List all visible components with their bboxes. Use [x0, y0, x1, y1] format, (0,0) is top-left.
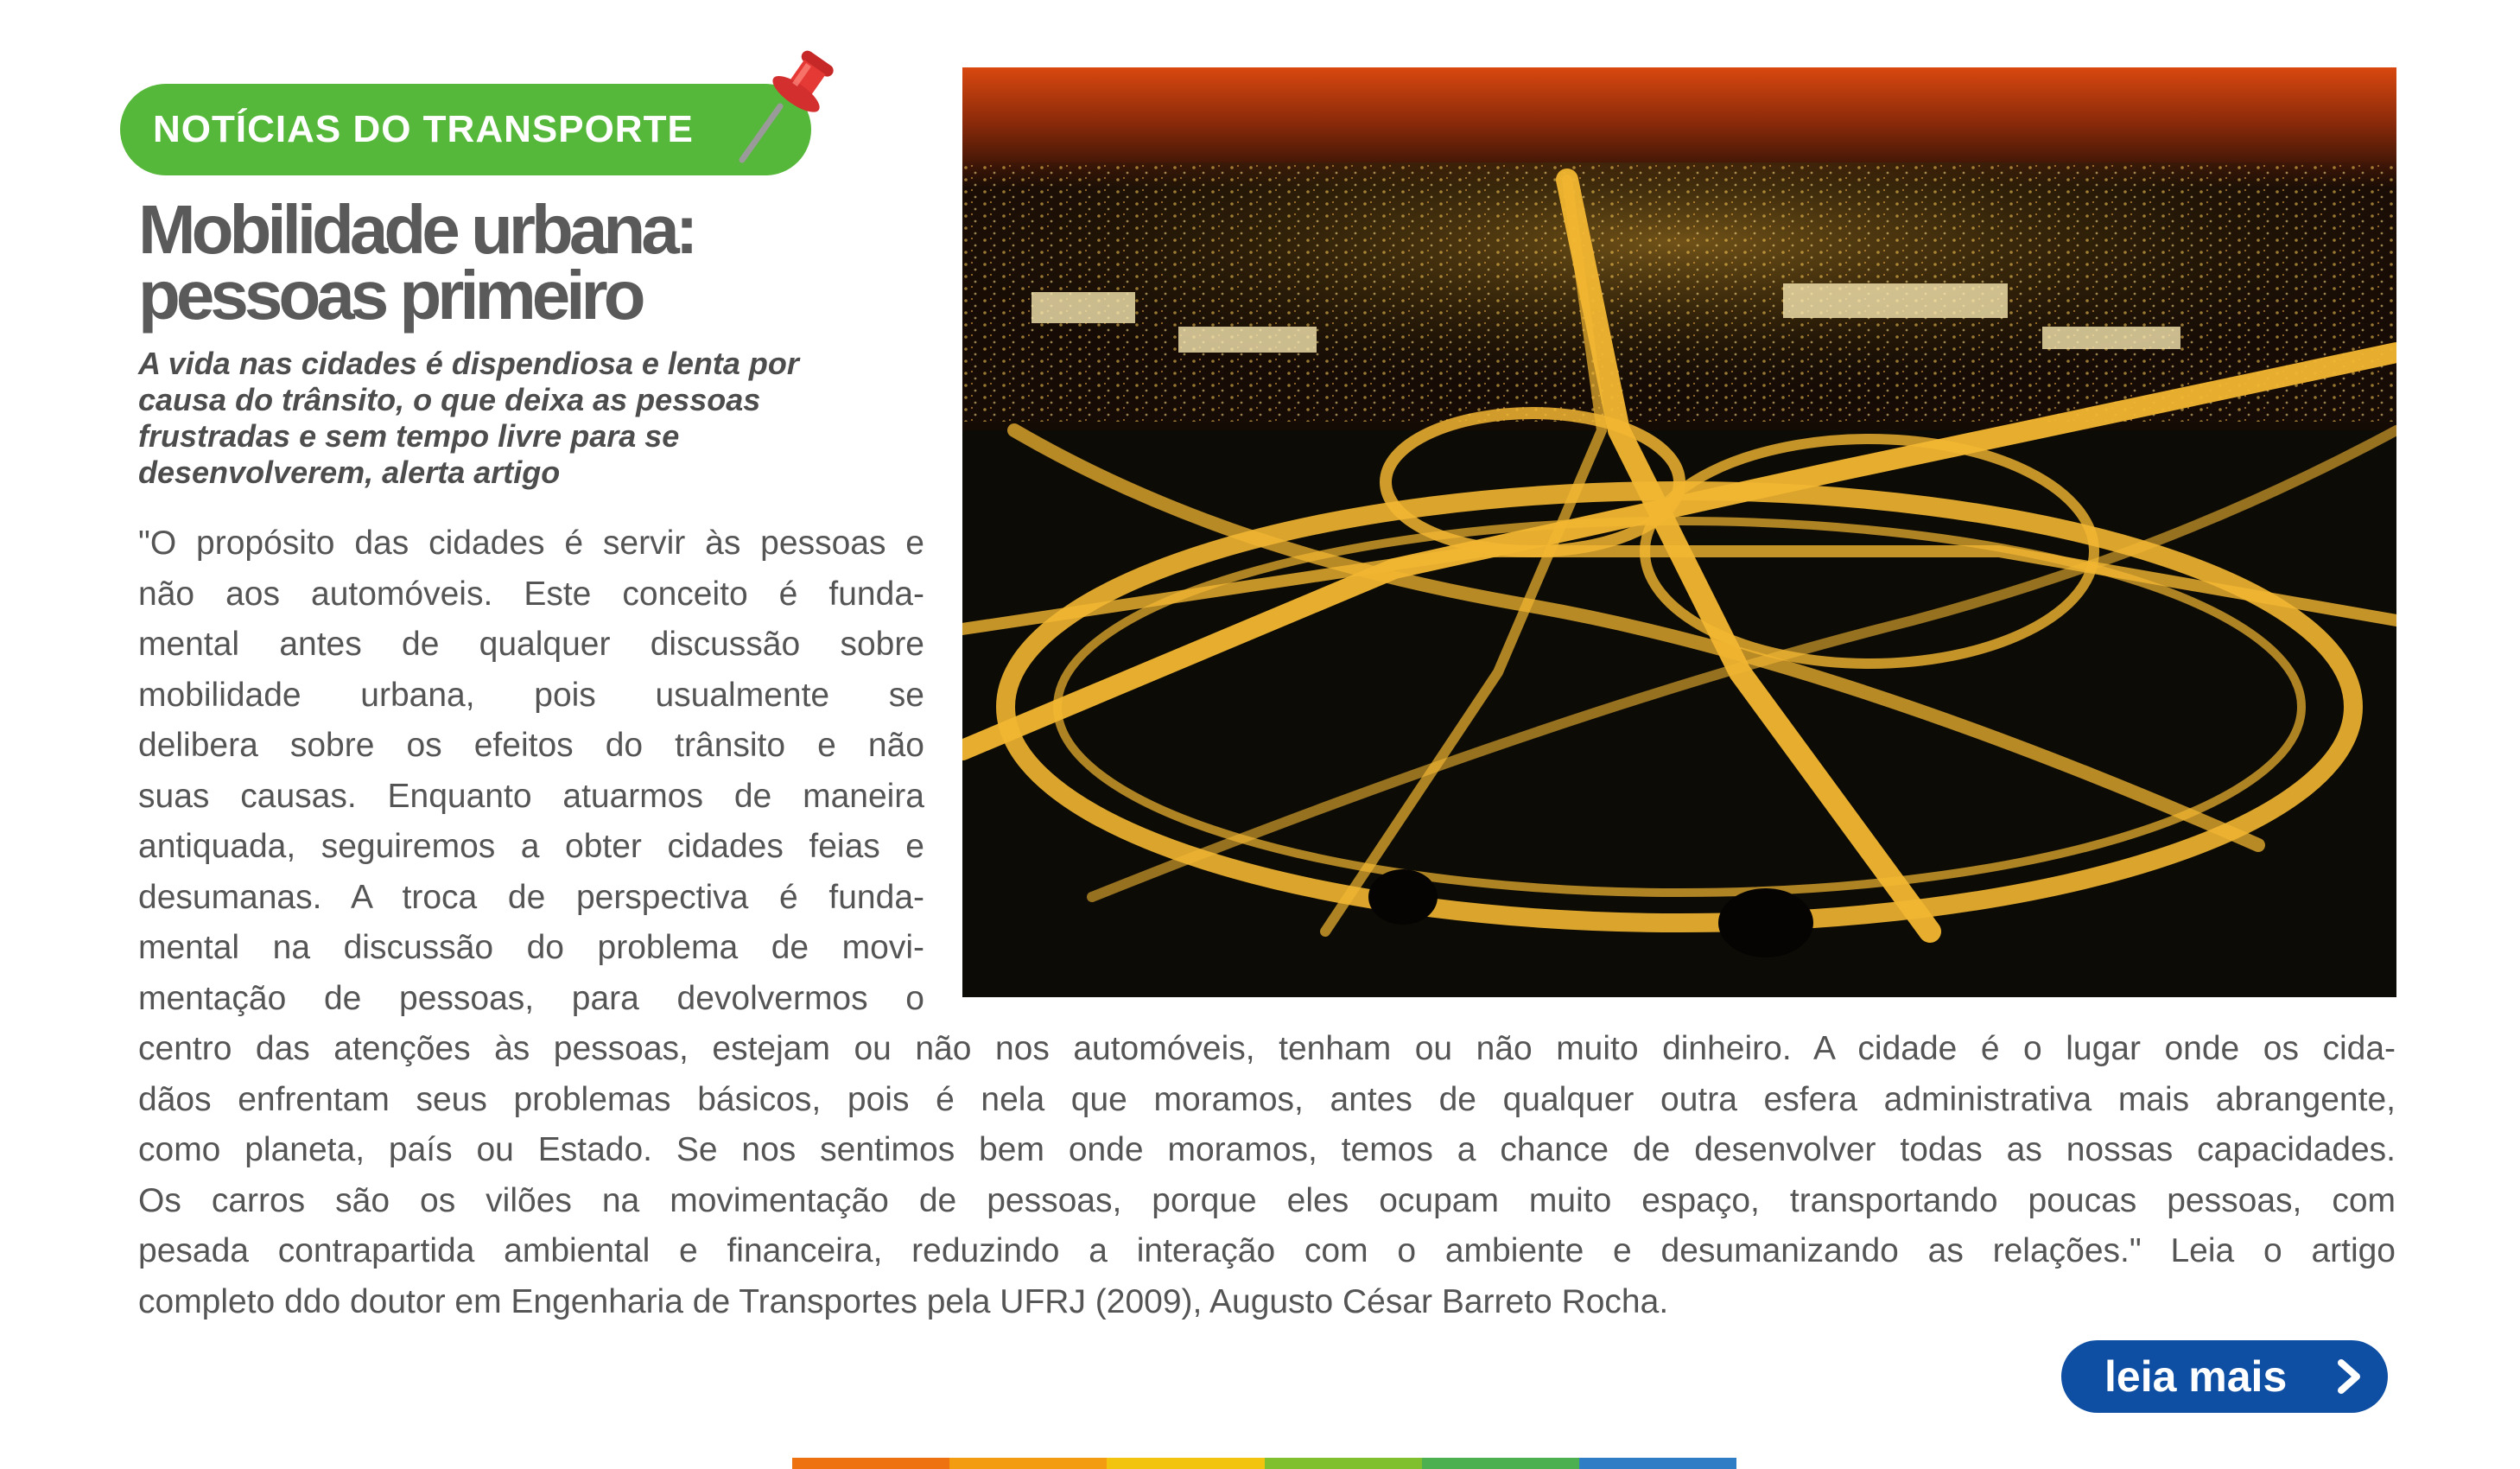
section-tag-label: NOTÍCIAS DO TRANSPORTE — [153, 108, 694, 150]
color-bar-segment — [1265, 1458, 1422, 1469]
color-bar-segment — [949, 1458, 1107, 1469]
section-tag — [120, 84, 811, 175]
body-line: mental na discussão do problema de movi- — [138, 929, 924, 966]
read-more-button[interactable] — [2061, 1340, 2388, 1413]
footer-color-bar — [792, 1458, 1736, 1469]
body-line: completo ddo doutor em Engenharia de Transportes pela UFRJ (2009), Augusto César Barreto Rocha. — [138, 1282, 1669, 1320]
body-line: "O propósito das cidades é servir às pessoas e — [138, 525, 924, 562]
body-line: pesada contrapartida ambiental e financeira, reduzindo a interação com o ambiente e desumanizando as relações." Leia o artigo — [138, 1232, 2396, 1269]
read-more-label: leia mais — [2104, 1352, 2288, 1401]
body-line: Os carros são os vilões na movimentação de pessoas, porque eles ocupam muito espaço, transportando poucas pessoas, com — [138, 1181, 2396, 1219]
article-body-full — [138, 1024, 2396, 1327]
body-line: desumanas. A troca de perspectiva é funda- — [138, 878, 924, 916]
article-headline: Mobilidade urbana: pessoas primeiro — [138, 191, 695, 334]
color-bar-segment — [1422, 1458, 1579, 1469]
color-bar-segment — [1579, 1458, 1736, 1469]
body-line: mentação de pessoas, para devolvermos o — [138, 979, 924, 1017]
color-bar-segment — [792, 1458, 949, 1469]
body-line: dãos enfrentam seus problemas básicos, pois é nela que moramos, antes de qualquer outra esfera administrativa mais abrangente, — [138, 1080, 2396, 1118]
body-line: mental antes de qualquer discussão sobre — [138, 626, 924, 663]
body-line: centro das atenções às pessoas, estejam ou não nos automóveis, tenham ou não muito dinheiro. A cidade é o lugar onde os cida- — [138, 1030, 2396, 1067]
color-bar-segment — [1107, 1458, 1264, 1469]
chevron-right-icon — [2334, 1359, 2365, 1394]
highway-interchange-photo — [962, 67, 2396, 997]
body-line: como planeta, país ou Estado. Se nos sentimos bem onde moramos, temos a chance de desenvolver todas as nossas capacidades. — [138, 1131, 2396, 1168]
body-line: antiquada, seguiremos a obter cidades feias e — [138, 828, 924, 865]
body-line: suas causas. Enquanto atuarmos de maneira — [138, 777, 924, 815]
pushpin-icon — [730, 39, 847, 164]
body-line: mobilidade urbana, pois usualmente se — [138, 676, 924, 714]
article-body-column — [138, 518, 924, 1024]
body-line: delibera sobre os efeitos do trânsito e não — [138, 727, 924, 764]
article-subheadline: A vida nas cidades é dispendiosa e lenta por causa do trânsito, o que deixa as pessoas frustradas e sem tempo livre para se desenvolverem, alerta artigo — [138, 346, 799, 490]
body-line: não aos automóveis. Este conceito é funda- — [138, 575, 924, 613]
